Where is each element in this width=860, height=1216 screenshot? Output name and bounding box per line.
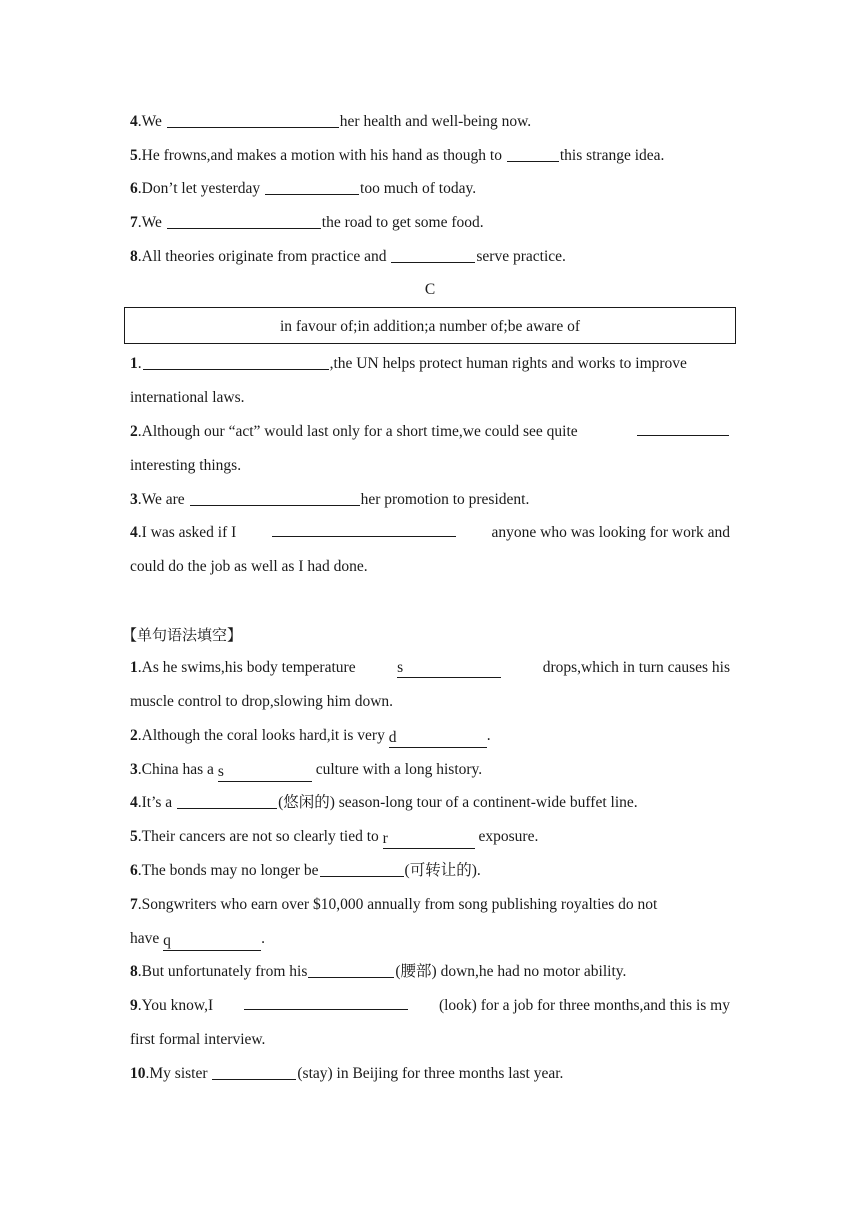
item-text-after: .: [486, 727, 491, 744]
grammar-item-4: [130, 786, 730, 820]
hint-letter: s: [397, 659, 404, 676]
item-text-after: this strange idea.: [559, 147, 665, 164]
answer-blank[interactable]: [163, 932, 261, 951]
grammar-item-6: [130, 854, 730, 888]
answer-blank[interactable]: [218, 763, 312, 782]
item-text-after: (look) for a job for three months,and this is my: [438, 997, 730, 1014]
item-text-after: serve practice.: [476, 248, 566, 265]
section-heading: 【单句语法填空】: [122, 626, 243, 644]
hint-letter: s: [217, 763, 224, 780]
answer-blank[interactable]: [320, 860, 404, 877]
grammar-item-9: [130, 989, 730, 1023]
answer-blank[interactable]: [167, 111, 339, 128]
exercise-c-2: [130, 415, 730, 449]
exercise-c-4-continued: could do the job as well as I had done.: [130, 558, 368, 575]
item-text-before: .It’s a: [137, 794, 177, 811]
answer-blank[interactable]: [244, 993, 408, 1010]
exercise-c-1-continued: international laws.: [130, 389, 245, 406]
item-text-before: have: [130, 930, 164, 947]
answer-blank[interactable]: [507, 145, 559, 162]
answer-blank[interactable]: [391, 246, 475, 263]
item-number: 7: [130, 214, 138, 231]
grammar-item-7: [130, 888, 730, 922]
answer-blank[interactable]: [177, 792, 277, 809]
answer-blank[interactable]: [190, 489, 360, 506]
item-number: 6: [130, 180, 138, 197]
word-bank-box: in favour of;in addition;a number of;be aware of: [124, 307, 736, 344]
hint-letter: q: [163, 932, 171, 949]
item-number: 2: [130, 423, 138, 440]
grammar-item-2: [130, 719, 730, 753]
item-text-after: the road to get some food.: [321, 214, 484, 231]
item-text-before: .Their cancers are not so clearly tied to: [137, 828, 383, 845]
item-text-before: .I was asked if I: [137, 524, 237, 541]
item-text-before: .Although our “act” would last only for a short time,we could see quite: [137, 423, 578, 440]
answer-blank[interactable]: [637, 419, 729, 436]
grammar-item-7-continued: [130, 922, 730, 956]
exercise-c-3: [130, 483, 730, 517]
section-c-label: C: [424, 281, 436, 298]
exercise-b-4: [130, 105, 730, 139]
answer-blank[interactable]: [389, 729, 487, 748]
exercise-c-2-continued: interesting things.: [130, 457, 242, 474]
item-text-after: her promotion to president.: [360, 491, 530, 508]
item-number: 10: [130, 1065, 146, 1082]
item-number: 8: [130, 963, 138, 980]
item-text-before: .As he swims,his body temperature: [137, 659, 356, 676]
item-number: 8: [130, 248, 138, 265]
item-number: 9: [130, 997, 138, 1014]
item-text-before: .We are: [137, 491, 189, 508]
grammar-item-3: [130, 753, 730, 787]
item-text-before: .But unfortunately from his: [137, 963, 308, 980]
grammar-item-8: [130, 955, 730, 989]
item-number: 6: [130, 862, 138, 879]
item-number: 4: [130, 113, 138, 130]
item-text-before: .You know,I: [137, 997, 214, 1014]
answer-blank[interactable]: [383, 830, 475, 849]
item-text-before: .He frowns,and makes a motion with his hand as though to: [137, 147, 506, 164]
item-text-after: ,the UN helps protect human rights and works to improve: [329, 355, 687, 372]
item-number: 5: [130, 147, 138, 164]
answer-blank[interactable]: [308, 961, 394, 978]
item-text-after: culture with a long history.: [311, 761, 483, 778]
item-text-after: (悠闲的) season-long tour of a continent-wide buffet line.: [278, 794, 638, 811]
item-text-before: .Don’t let yesterday: [137, 180, 265, 197]
item-text-before: .My sister: [145, 1065, 212, 1082]
answer-blank[interactable]: [143, 353, 329, 370]
grammar-item-1: [130, 651, 730, 685]
item-number: 7: [130, 896, 138, 913]
item-text-before: .Although the coral looks hard,it is very: [137, 727, 389, 744]
hint-letter: d: [388, 729, 397, 746]
item-number: 4: [130, 524, 138, 541]
item-text-after: (可转让的).: [404, 862, 481, 879]
item-text-before: .The bonds may no longer be: [137, 862, 319, 879]
grammar-item-1-continued: muscle control to drop,slowing him down.: [130, 693, 394, 710]
hint-letter: r: [382, 830, 388, 847]
item-number: 1: [130, 659, 138, 676]
item-text-after: exposure.: [474, 828, 539, 845]
item-text-before: .We: [137, 113, 166, 130]
exercise-b-8: [130, 240, 730, 274]
answer-blank[interactable]: [167, 212, 321, 229]
exercise-b-5: [130, 139, 730, 173]
exercise-b-6: [130, 172, 730, 206]
answer-blank[interactable]: [212, 1063, 296, 1080]
item-number: 1: [130, 355, 138, 372]
item-text-after: (腰部) down,he had no motor ability.: [395, 963, 627, 980]
grammar-item-5: [130, 820, 730, 854]
item-text-after: (stay) in Beijing for three months last year.: [297, 1065, 564, 1082]
exercise-c-4: [130, 516, 730, 550]
item-number: 2: [130, 727, 138, 744]
answer-blank[interactable]: [397, 659, 501, 678]
grammar-item-9-continued: first formal interview.: [130, 1031, 266, 1048]
item-number: 3: [130, 761, 138, 778]
item-text-before: .We: [137, 214, 166, 231]
item-number: 5: [130, 828, 138, 845]
item-text-before: .All theories originate from practice and: [137, 248, 391, 265]
item-text-before: .: [137, 355, 142, 372]
item-text-after: drops,which in turn causes his: [542, 659, 730, 676]
exercise-b-7: [130, 206, 730, 240]
answer-blank[interactable]: [265, 178, 359, 195]
item-text-before: .Songwriters who earn over $10,000 annually from song publishing royalties do not: [137, 896, 658, 913]
item-text-after: her health and well-being now.: [339, 113, 532, 130]
exercise-c-1: [130, 347, 730, 381]
item-text-after: too much of today.: [360, 180, 477, 197]
item-text-after: .: [261, 930, 266, 947]
grammar-item-10: [130, 1057, 730, 1091]
answer-blank[interactable]: [272, 520, 456, 537]
item-number: 4: [130, 794, 138, 811]
item-number: 3: [130, 491, 138, 508]
item-text-before: .China has a: [137, 761, 218, 778]
item-text-after: anyone who was looking for work and: [491, 524, 730, 541]
